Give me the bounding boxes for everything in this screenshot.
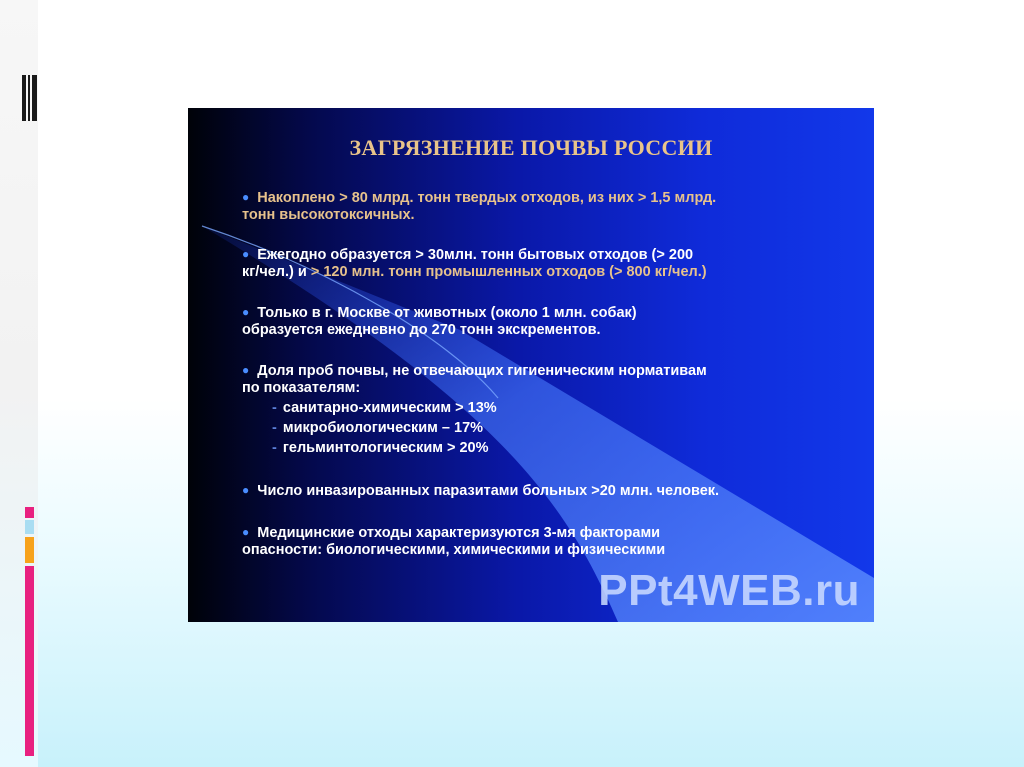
dash-icon: - [272, 420, 277, 436]
sub-item-2: - микробиологическим – 17% [272, 420, 484, 436]
bullet-dot-icon: ● [242, 363, 250, 377]
decorative-bars-icon [22, 75, 40, 121]
accent-bar-orange [25, 537, 34, 563]
bullet-5: ● Число инвазированных паразитами больных >20 млн. человек. [242, 483, 720, 499]
accent-bar-lightblue [25, 520, 34, 534]
bullet-dot-icon: ● [242, 247, 250, 261]
bullet-dot-icon: ● [242, 525, 250, 539]
bullet-dot-icon: ● [242, 483, 250, 497]
bullet-dot-icon: ● [242, 305, 250, 319]
slide-title: ЗАГРЯЗНЕНИЕ ПОЧВЫ РОССИИ [349, 135, 713, 160]
dash-icon: - [272, 440, 277, 456]
accent-bar-magenta-top [25, 507, 34, 518]
bullet-6: ● Медицинские отходы характеризуются 3-мя факторами опасности: биологическими, химическими и физическими [242, 525, 666, 558]
presentation-slide [188, 108, 874, 622]
sub-item-1: - санитарно-химическим > 13% [272, 400, 497, 416]
sub-item-3: - гельминтологическим > 20% [272, 440, 489, 456]
dash-icon: - [272, 400, 277, 416]
bullet-3: ● Только в г. Москве от животных (около 1 млн. собак) образуется ежедневно до 270 тонн экскрементов. [242, 305, 637, 338]
bullet-dot-icon: ● [242, 190, 250, 204]
bullet-4: ● Доля проб почвы, не отвечающих гигиеническим нормативам по показателям: [242, 363, 707, 396]
bullet-2: ● Ежегодно образуется > 30млн. тонн бытовых отходов (> 200 кг/чел.) и > 120 млн. тонн промышленных отходов (> 800 кг/чел.) [242, 247, 707, 280]
accent-bar-magenta [25, 566, 34, 756]
watermark-logo: PPt4WEB.ru [598, 566, 860, 615]
bullet-1: ● Накоплено > 80 млрд. тонн твердых отходов, из них > 1,5 млрд. тонн высокотоксичных. [242, 190, 717, 223]
